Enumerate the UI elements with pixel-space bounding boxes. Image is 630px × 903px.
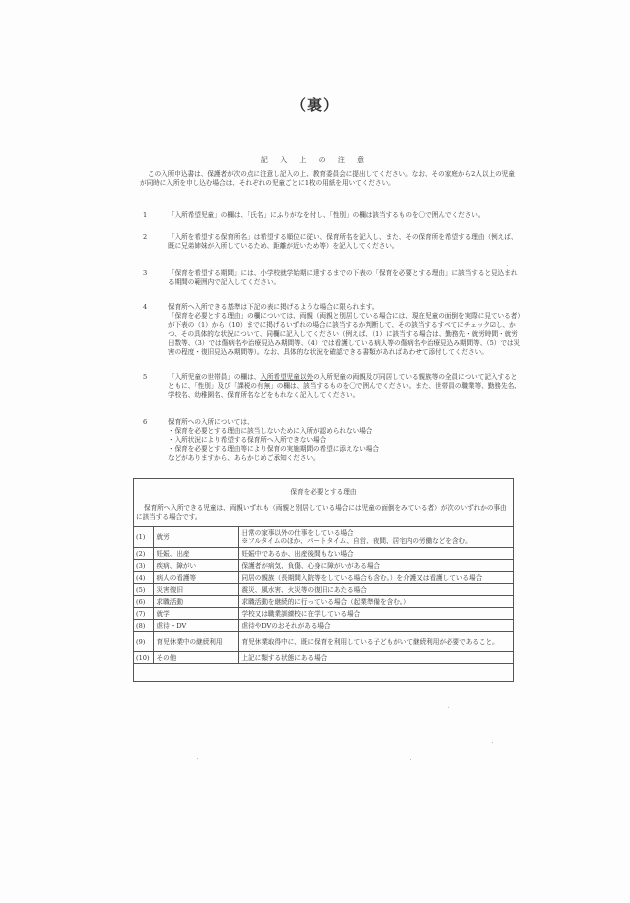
row-category: 求職活動 [153, 596, 238, 608]
note-item-1 [143, 211, 523, 220]
row-detail: 保護者が病気、負傷、心身に障がいがある場合 [238, 560, 513, 572]
note-number: 5 [143, 373, 148, 381]
row-number: (8) [134, 620, 154, 632]
note-item-3 [143, 269, 523, 287]
row-detail-line: 日常の家事以外の仕事をしている場合 [241, 529, 354, 537]
note-bullet: ・入所状況により希望する保育所へ入所できない場合 [168, 436, 327, 444]
table-row [134, 596, 514, 608]
row-detail-note: ※フルタイムのほか、パートタイム、自営、夜間、居宅内の労働などを含む。 [241, 537, 472, 545]
row-category: 妊娠、出産 [153, 548, 238, 560]
table-row [134, 560, 514, 572]
scan-speck [507, 265, 508, 266]
table-row [134, 584, 514, 596]
row-category: 災害復旧 [153, 584, 238, 596]
table-row [134, 572, 514, 584]
row-category: 就学 [153, 608, 238, 620]
note-item-6 [143, 418, 523, 463]
reasons-table [133, 526, 514, 664]
note-text: などがありますから、あらかじめご承知ください。 [168, 454, 320, 462]
note-number: 2 [143, 233, 148, 241]
reasons-box-description: 保育所へ入所できる児童は、両親いずれも（両親と別居している場合には児童の面倒をみている者）が次のいずれかの事由に該当する場合です。 [136, 504, 507, 521]
row-number: (5) [134, 584, 154, 596]
row-category: その他 [153, 652, 238, 664]
row-number: (6) [134, 596, 154, 608]
page-side-label: （裏） [290, 96, 339, 114]
note-number: 3 [143, 269, 148, 277]
note-text: 「入所希望児童」の欄は、「氏名」にふりがなを付し、「性別」の欄は該当するものを〇で囲んでください。 [168, 211, 485, 219]
row-detail: 虐待やDVのおそれがある場合 [238, 620, 513, 632]
row-detail: 妊娠中であるか、出産後間もない場合 [238, 548, 513, 560]
childcare-reasons-box [133, 478, 514, 682]
row-detail: 学校又は職業訓練校に在学している場合 [238, 608, 513, 620]
intro-paragraph: この入所申込書は、保護者が次の点に注意し記入の上、教育委員会に提出してください。なお、その家庭から2人以上の児童が同時に入所を申し込む場合は、それぞれの児童ごとに1枚の用紙を用いてください。 [140, 170, 515, 187]
reasons-box-title: 保育を必要とする理由 [290, 488, 357, 496]
row-number: (3) [134, 560, 154, 572]
note-item-5 [143, 373, 523, 400]
row-category: 病人の看護等 [153, 572, 238, 584]
table-row [134, 548, 514, 560]
section-title: 記 入 上 の 注 意 [260, 156, 370, 164]
table-row [134, 527, 514, 548]
note-text [168, 373, 523, 400]
row-number: (4) [134, 572, 154, 584]
table-row [134, 632, 514, 652]
row-category: 疾病、障がい [153, 560, 238, 572]
scan-speck [410, 759, 411, 760]
table-row [134, 652, 514, 664]
row-number: (7) [134, 608, 154, 620]
note-item-2 [143, 233, 523, 251]
scan-speck [492, 742, 493, 743]
note-number: 1 [143, 211, 148, 219]
row-category: 育児休業中の継続利用 [153, 632, 238, 652]
row-category: 虐待・DV [153, 620, 238, 632]
note-text: 「保育を希望する期間」には、小学校就学始期に達するまでの下表の「保育を必要とする理由」に該当すると見込まれる期間の範囲内で記入してください。 [168, 269, 518, 286]
note-lead: 保育所への入所については、 [168, 418, 254, 426]
row-detail: 求職活動を継続的に行っている場合（起業準備を含む。） [238, 596, 513, 608]
row-number: (10) [134, 652, 154, 664]
row-detail: 震災、風水害、火災等の復旧にあたる場合 [238, 584, 513, 596]
underlined-emphasis: 入所希望児童以外 [260, 373, 314, 381]
scan-speck [197, 758, 198, 759]
note-text-part: 「入所児童の世帯員」の欄は、 [168, 373, 261, 381]
note-bullet: ・保育を必要とする理由等により保育の実施期間の希望に添えない場合 [168, 445, 379, 453]
row-number: (9) [134, 632, 154, 652]
note-text-part: の入所児童の両親及び同居している親族等の全員について記入するとともに、「性別」及び「課税の有無」の欄は、該当するものを〇で囲んでください。また、世帯員の職業等、勤務先名、学校名、幼稚園名、保育所名などをもれなく記入してください。 [168, 373, 521, 399]
row-detail [238, 527, 513, 548]
table-row [134, 608, 514, 620]
note-lead: 保育所へ入所できる基準は下記の表に掲げるような場合に限られます。 [168, 303, 379, 311]
table-row [134, 620, 514, 632]
row-number: (1) [134, 527, 154, 548]
note-bullet: ・保育を必要とする理由に該当しないために入所が認められない場合 [168, 427, 373, 435]
note-text: 「保育を必要とする理由」の欄については、両親（両親と別居している場合には、現在児童の面倒を実際に見ている者）が下表の（1）から（10）までに掲げるいずれの場合に該当するか判断して、その該当するすべてにチェック☑し、かつ、その具体的な状況について、同欄に記入してください（例えば、（1）に該当する場合は、勤務先・就労時間・就労日数等、（3）では傷病名や治療見込み期間等、（4）では看護している病人等の傷病名や治療見込み期間等、（5）では災害の程度・復旧見込み期間等）。なお、具体的な状況を確認できる書類があればあわせて添付してください。 [168, 312, 521, 356]
note-text: 「入所を希望する保育所名」は希望する順位に従い、保育所名を記入し、また、その保育所を希望する理由（例えば、既に兄弟姉妹が入所しているため、距離が近いため等）を記入してください。 [168, 233, 518, 250]
row-detail: 同居の親族（長期間入院等をしている場合も含む。）を介護又は看護している場合 [238, 572, 513, 584]
note-number: 4 [143, 303, 148, 311]
note-number: 6 [143, 418, 148, 426]
row-detail: 上記に類する状態にある場合 [238, 652, 513, 664]
row-category: 就労 [153, 527, 238, 548]
row-number: (2) [134, 548, 154, 560]
note-item-4 [143, 303, 523, 357]
row-detail: 育児休業取得中に、既に保育を利用している子どもがいて継続利用が必要であること。 [238, 632, 513, 652]
scan-speck [448, 707, 449, 708]
